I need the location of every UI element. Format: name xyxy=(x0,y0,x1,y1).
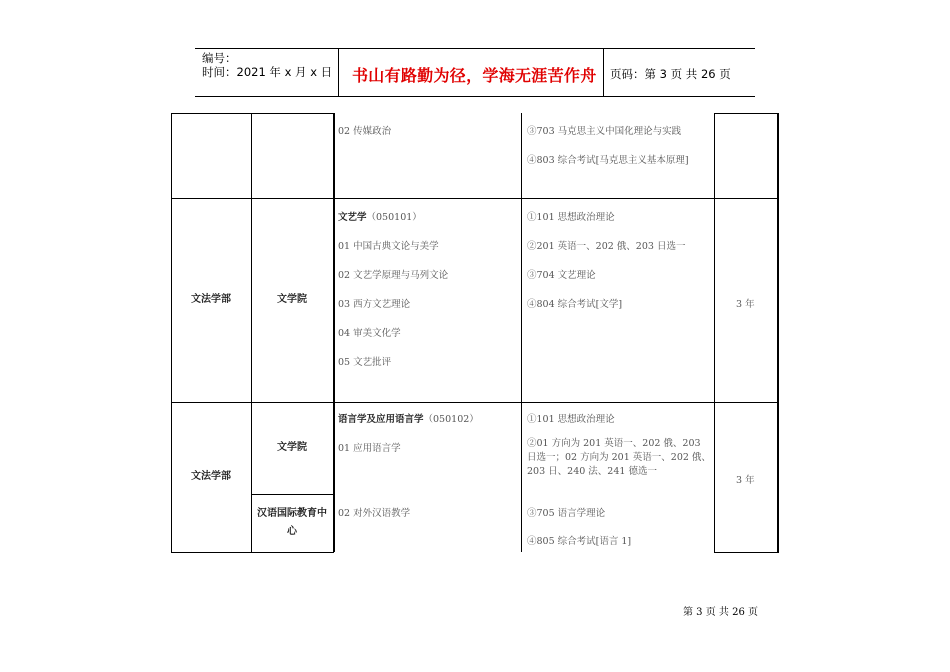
header-divider-right xyxy=(603,48,604,96)
exam-line-wrapped: ②01 方向为 201 英语一、202 俄、203 日选一；02 方向为 201 英语一、202 俄、203 日、240 法、241 德选一 xyxy=(527,438,711,477)
exam-line: ④803 综合考试[马克思主义基本原理] xyxy=(527,155,689,166)
column-rule xyxy=(777,113,779,552)
exam-line: ③704 文艺理论 xyxy=(527,270,596,281)
program-line: 01 中国古典文论与美学 xyxy=(338,241,439,252)
header-divider-left xyxy=(338,48,339,96)
program-line: 01 应用语言学 xyxy=(338,443,401,454)
cell-top-rule xyxy=(714,113,779,114)
program-title: 文艺学 xyxy=(338,212,367,223)
exam-line: ③703 马克思主义中国化理论与实践 xyxy=(527,126,682,137)
column-rule xyxy=(521,113,522,198)
school-cell: 文学院 xyxy=(277,294,307,305)
dept-cell: 文法学部 xyxy=(191,471,231,482)
program-title-line xyxy=(338,209,422,223)
program-line: 04 审美文化学 xyxy=(338,328,401,339)
column-rule xyxy=(521,402,522,552)
years-cell: 3 年 xyxy=(736,299,755,310)
header-page-info: 页码：第 3 页 共 26 页 xyxy=(610,67,731,81)
footer-page-number: 第 3 页 共 26 页 xyxy=(683,607,758,618)
header-bottom-rule xyxy=(195,96,755,97)
program-title-line xyxy=(338,411,479,425)
column-rule xyxy=(333,113,335,552)
school-cell: 文学院 xyxy=(277,442,307,453)
table-bottom-rule xyxy=(171,552,334,553)
program-code: （050101） xyxy=(366,212,422,223)
cell-top-rule xyxy=(171,113,334,114)
dept-cell: 文法学部 xyxy=(191,294,231,305)
exam-line: ④804 综合考试[文学] xyxy=(527,299,623,310)
row-rule xyxy=(251,494,333,495)
exam-line: ②201 英语一、202 俄、203 日选一 xyxy=(527,241,686,252)
column-rule xyxy=(521,198,522,402)
program-title: 语言学及应用语言学 xyxy=(338,414,424,425)
program-code: （050102） xyxy=(423,414,479,425)
header-time-label: 时间：2021 年 x 月 x 日 xyxy=(202,65,333,79)
exam-line: ①101 思想政治理论 xyxy=(527,414,615,425)
school-cell: 汉语国际教育中心 xyxy=(257,508,327,537)
exam-line: ③705 语言学理论 xyxy=(527,508,606,519)
header-number-label: 编号： xyxy=(202,51,237,65)
column-rule xyxy=(714,113,715,552)
program-line: 02 对外汉语教学 xyxy=(338,508,411,519)
table-bottom-rule xyxy=(714,552,779,553)
exam-line: ④805 综合考试[语言 1] xyxy=(527,536,632,547)
program-line: 05 文艺批评 xyxy=(338,357,392,368)
header-top-rule xyxy=(195,48,755,49)
program-line: 03 西方文艺理论 xyxy=(338,299,411,310)
header-motto: 书山有路勤为径，学海无涯苦作舟 xyxy=(352,66,597,85)
years-cell: 3 年 xyxy=(736,475,755,486)
exam-line: ①101 思想政治理论 xyxy=(527,212,615,223)
program-line: 02 传媒政治 xyxy=(338,126,392,137)
program-line: 02 文艺学原理与马列文论 xyxy=(338,270,449,281)
